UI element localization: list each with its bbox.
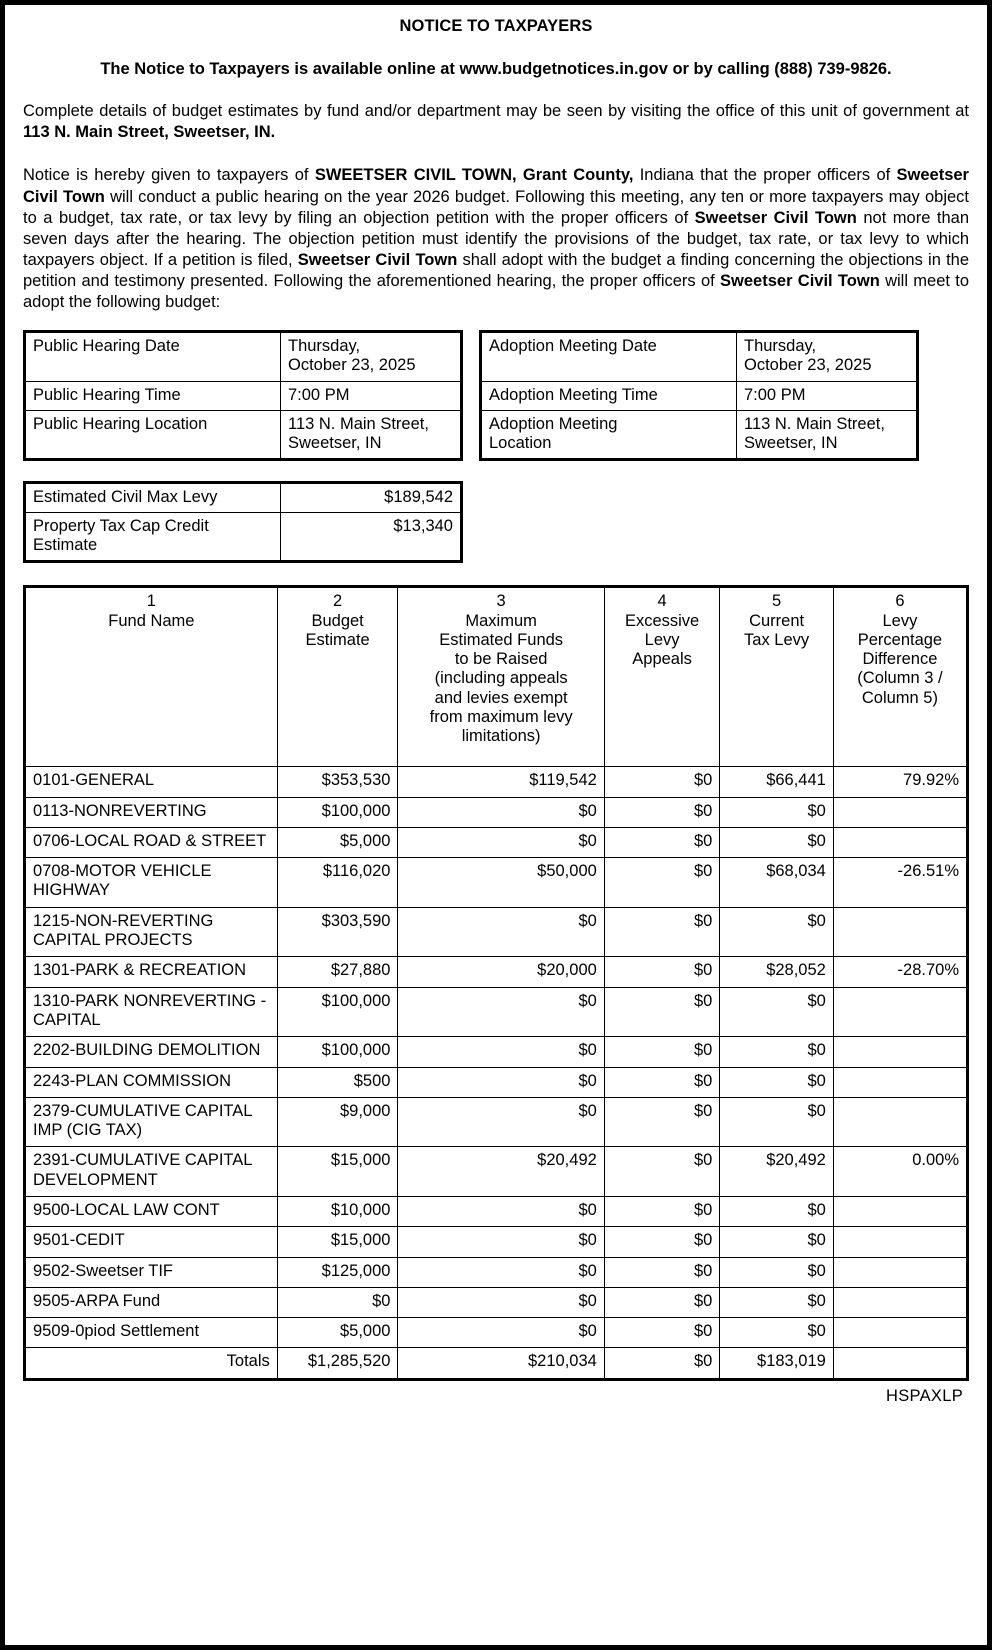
adoption-meeting-table [479, 330, 919, 461]
estimated-civil-max-levy-label [25, 482, 281, 512]
cell-excessive-levy-appeals: $0 [604, 1197, 720, 1227]
cell-fund-name: 1310-PARK NONREVERTING - CAPITAL [25, 987, 278, 1037]
cell-maximum-estimated-funds: $0 [398, 1067, 604, 1097]
table-row [25, 1287, 968, 1317]
table-row [25, 1227, 968, 1257]
column-header-6 [833, 587, 967, 767]
cell-excessive-levy-appeals: $0 [604, 767, 720, 797]
column-header-2 [277, 587, 398, 767]
cell-excessive-levy-appeals: $0 [604, 1318, 720, 1348]
cell-current-tax-levy: $0 [720, 1257, 833, 1287]
cell-budget-estimate: $9,000 [277, 1097, 398, 1147]
table-row [481, 381, 918, 410]
table-row [25, 1037, 968, 1067]
property-tax-cap-credit-value: $13,340 [281, 513, 462, 562]
cell-levy-percentage-difference [833, 1097, 967, 1147]
cell-maximum-estimated-funds: $0 [398, 797, 604, 827]
table-row [25, 957, 968, 987]
column-number: 3 [496, 592, 506, 611]
cell-current-tax-levy: $28,052 [720, 957, 833, 987]
cell-levy-percentage-difference [833, 1287, 967, 1317]
column-label-line: Percentage [857, 630, 943, 649]
column-number: 6 [895, 592, 905, 611]
adoption-location-label [481, 410, 737, 459]
table-row [481, 332, 918, 381]
cell-maximum-estimated-funds: $0 [398, 1287, 604, 1317]
table-row [25, 1318, 968, 1348]
paragraph-text: shall adopt with the budget a finding concerning the objections in the petition and testimony presented. Following the aforementioned hearing, the proper officers of [23, 250, 970, 291]
cell-maximum-estimated-funds: $20,492 [398, 1147, 604, 1197]
table-row [25, 827, 968, 857]
cell-levy-percentage-difference [833, 1348, 967, 1379]
hearing-location-line2: Sweetser, IN [288, 433, 382, 452]
adoption-date-value [737, 332, 918, 381]
cell-fund-name: 0101-GENERAL [25, 767, 278, 797]
cell-maximum-estimated-funds: $119,542 [398, 767, 604, 797]
table-row [25, 482, 462, 512]
table-header-row [25, 587, 968, 767]
cell-excessive-levy-appeals: $0 [604, 1067, 720, 1097]
column-label-line: from maximum levy [429, 708, 573, 727]
table-row [25, 1067, 968, 1097]
cell-excessive-levy-appeals: $0 [604, 797, 720, 827]
adoption-date-line2: October 23, 2025 [744, 356, 872, 375]
hearing-date-value [281, 332, 462, 381]
column-label-line: Excessive [624, 611, 700, 630]
cell-excessive-levy-appeals: $0 [604, 1348, 720, 1379]
cell-levy-percentage-difference [833, 1067, 967, 1097]
column-label-line: (including appeals [434, 669, 568, 688]
table-row [25, 1197, 968, 1227]
paragraph-hearing-notice [23, 165, 969, 313]
column-number: 1 [146, 592, 156, 611]
levy-summary-table [23, 481, 463, 563]
table-row [25, 1097, 968, 1147]
hearing-date-line1: Thursday, [288, 337, 361, 356]
adoption-time-value: 7:00 PM [737, 381, 918, 410]
cell-excessive-levy-appeals: $0 [604, 1257, 720, 1287]
cell-excessive-levy-appeals: $0 [604, 1287, 720, 1317]
footer-publication-code: HSPAXLP [886, 1386, 963, 1405]
column-label-line: Fund Name [108, 611, 195, 630]
cell-fund-name: 2379-CUMULATIVE CAPITAL IMP (CIG TAX) [25, 1097, 278, 1147]
paragraph-text: will meet to adopt the following budget: [23, 272, 970, 312]
cell-levy-percentage-difference: -28.70% [833, 957, 967, 987]
unit-name: Sweetser Civil Town [297, 250, 458, 269]
cell-maximum-estimated-funds: $0 [398, 827, 604, 857]
cell-fund-name: 1301-PARK & RECREATION [25, 957, 278, 987]
table-row [25, 858, 968, 908]
adoption-location-line1: 113 N. Main Street, [744, 414, 885, 433]
cell-budget-estimate: $27,880 [277, 957, 398, 987]
cell-levy-percentage-difference [833, 1257, 967, 1287]
cell-excessive-levy-appeals: $0 [604, 987, 720, 1037]
cell-fund-name: 2202-BUILDING DEMOLITION [25, 1037, 278, 1067]
column-header-4 [604, 587, 720, 767]
column-label-line: Column 5) [861, 688, 938, 707]
column-label-line: Levy [644, 630, 680, 649]
cell-fund-name: 2243-PLAN COMMISSION [25, 1067, 278, 1097]
column-label-line: Estimated Funds [439, 630, 564, 649]
cell-levy-percentage-difference: -26.51% [833, 858, 967, 908]
cell-current-tax-levy: $0 [720, 1287, 833, 1317]
notice-subtitle: The Notice to Taxpayers is available online at www.budgetnotices.in.gov or by calling (888) 739-9826. [100, 60, 892, 78]
cell-excessive-levy-appeals: $0 [604, 1097, 720, 1147]
unit-name: Sweetser Civil Town [720, 272, 880, 291]
cell-fund-name: 0706-LOCAL ROAD & STREET [25, 827, 278, 857]
cell-maximum-estimated-funds: $0 [398, 1197, 604, 1227]
cell-maximum-estimated-funds: $210,034 [398, 1348, 604, 1379]
paragraph-text: Notice is hereby given to taxpayers of [23, 166, 315, 185]
cell-budget-estimate: $125,000 [277, 1257, 398, 1287]
column-label-line: Levy [882, 611, 918, 630]
cell-fund-name: 9505-ARPA Fund [25, 1287, 278, 1317]
cell-fund-name: Totals [25, 1348, 278, 1379]
paragraph-text: Complete details of budget estimates by fund and/or department may be seen by visiting the office of this unit of government at [23, 102, 969, 121]
hearing-time-label: Public Hearing Time [25, 381, 281, 410]
cell-levy-percentage-difference [833, 1227, 967, 1257]
table-row [25, 1257, 968, 1287]
column-header-5 [720, 587, 833, 767]
cell-fund-name: 2391-CUMULATIVE CAPITAL DEVELOPMENT [25, 1147, 278, 1197]
column-number: 5 [772, 592, 782, 611]
column-label-line: to be Raised [454, 650, 548, 669]
adoption-date-line1: Thursday, [744, 337, 817, 356]
table-row [25, 513, 462, 562]
table-row [25, 987, 968, 1037]
cell-current-tax-levy: $66,441 [720, 767, 833, 797]
estimated-civil-max-levy-value: $189,542 [281, 482, 462, 512]
adoption-location-label-line2: Location [489, 433, 552, 452]
cell-current-tax-levy: $0 [720, 1197, 833, 1227]
max-levy-label-line1: Estimated Civil Max [33, 487, 178, 506]
hearing-location-value [281, 410, 462, 459]
table-row [25, 907, 968, 957]
cell-budget-estimate: $100,000 [277, 987, 398, 1037]
totals-row [25, 1348, 968, 1379]
cell-budget-estimate: $116,020 [277, 858, 398, 908]
cell-levy-percentage-difference [833, 987, 967, 1037]
cell-levy-percentage-difference: 0.00% [833, 1147, 967, 1197]
adoption-time-label: Adoption Meeting Time [481, 381, 737, 410]
property-tax-cap-credit-label [25, 513, 281, 562]
cell-excessive-levy-appeals: $0 [604, 1037, 720, 1067]
adoption-location-line2: Sweetser, IN [744, 433, 838, 452]
cell-current-tax-levy: $0 [720, 1227, 833, 1257]
cell-budget-estimate: $303,590 [277, 907, 398, 957]
column-label-line: Budget [311, 611, 364, 630]
hearing-location-label: Public Hearing Location [25, 410, 281, 459]
hearing-time-value: 7:00 PM [281, 381, 462, 410]
cell-maximum-estimated-funds: $0 [398, 987, 604, 1037]
column-label-line: Current [749, 611, 805, 630]
table-row [25, 1147, 968, 1197]
fund-budget-table [23, 585, 969, 1381]
cell-maximum-estimated-funds: $0 [398, 1257, 604, 1287]
adoption-location-label-line1: Adoption Meeting [489, 414, 618, 433]
cell-maximum-estimated-funds: $50,000 [398, 858, 604, 908]
cell-budget-estimate: $10,000 [277, 1197, 398, 1227]
cell-budget-estimate: $5,000 [277, 827, 398, 857]
unit-name-county: SWEETSER CIVIL TOWN, Grant County, [314, 166, 634, 185]
column-label-line: Estimate [305, 630, 370, 649]
paragraph-text: Indiana that the proper officers of [633, 166, 897, 185]
adoption-location-value [737, 410, 918, 459]
cell-current-tax-levy: $183,019 [720, 1348, 833, 1379]
cell-excessive-levy-appeals: $0 [604, 858, 720, 908]
cell-excessive-levy-appeals: $0 [604, 1147, 720, 1197]
column-header-1 [25, 587, 278, 767]
cell-current-tax-levy: $0 [720, 1318, 833, 1348]
cell-fund-name: 9502-Sweetser TIF [25, 1257, 278, 1287]
cell-excessive-levy-appeals: $0 [604, 907, 720, 957]
hearing-date-line2: October 23, 2025 [288, 356, 416, 375]
cell-maximum-estimated-funds: $0 [398, 1318, 604, 1348]
cell-maximum-estimated-funds: $0 [398, 1227, 604, 1257]
page-title: NOTICE TO TAXPAYERS [399, 17, 593, 35]
cell-levy-percentage-difference [833, 1037, 967, 1067]
cell-budget-estimate: $0 [277, 1287, 398, 1317]
column-label-line: Difference [862, 650, 938, 669]
paragraph-office-details [23, 101, 969, 143]
adoption-date-label: Adoption Meeting Date [481, 332, 737, 381]
cell-levy-percentage-difference [833, 907, 967, 957]
hearing-date-label: Public Hearing Date [25, 332, 281, 381]
cell-fund-name: 9500-LOCAL LAW CONT [25, 1197, 278, 1227]
table-row [25, 767, 968, 797]
cell-budget-estimate: $100,000 [277, 797, 398, 827]
column-label-line: Tax Levy [744, 630, 810, 649]
cell-maximum-estimated-funds: $20,000 [398, 957, 604, 987]
column-label-line: and levies exempt [434, 688, 568, 707]
cell-budget-estimate: $353,530 [277, 767, 398, 797]
unit-name: Sweetser Civil Town [23, 166, 969, 206]
cell-current-tax-levy: $0 [720, 987, 833, 1037]
cell-fund-name: 9501-CEDIT [25, 1227, 278, 1257]
cell-current-tax-levy: $0 [720, 797, 833, 827]
cell-current-tax-levy: $20,492 [720, 1147, 833, 1197]
tax-cap-label-line1: Property Tax Cap Credit [33, 517, 209, 535]
public-hearing-table [23, 330, 463, 461]
cell-current-tax-levy: $0 [720, 1067, 833, 1097]
cell-fund-name: 1215-NON-REVERTING CAPITAL PROJECTS [25, 907, 278, 957]
table-row [25, 410, 462, 459]
cell-current-tax-levy: $0 [720, 1097, 833, 1147]
table-row [25, 797, 968, 827]
fund-table-body [25, 767, 968, 1380]
column-label-line: (Column 3 / [857, 669, 943, 688]
table-row [25, 332, 462, 381]
office-address: 113 N. Main Street, Sweetser, IN. [23, 123, 276, 142]
cell-excessive-levy-appeals: $0 [604, 1227, 720, 1257]
table-row [481, 410, 918, 459]
table-row [25, 381, 462, 410]
cell-current-tax-levy: $0 [720, 827, 833, 857]
cell-budget-estimate: $15,000 [277, 1227, 398, 1257]
cell-levy-percentage-difference: 79.92% [833, 767, 967, 797]
paragraph-text: will conduct a public hearing on the year 2026 budget. Following this meeting, any ten or more taxpayers may object to a budget, tax rate, or tax levy by filing an objection petition with the proper officers of [23, 187, 970, 227]
unit-name: Sweetser Civil Town [694, 208, 857, 227]
cell-excessive-levy-appeals: $0 [604, 957, 720, 987]
cell-fund-name: 0113-NONREVERTING [25, 797, 278, 827]
cell-budget-estimate: $15,000 [277, 1147, 398, 1197]
cell-fund-name: 0708-MOTOR VEHICLE HIGHWAY [25, 858, 278, 908]
cell-fund-name: 9509-0piod Settlement [25, 1318, 278, 1348]
column-number: 4 [657, 592, 667, 611]
cell-current-tax-levy: $0 [720, 907, 833, 957]
cell-levy-percentage-difference [833, 1318, 967, 1348]
cell-budget-estimate: $100,000 [277, 1037, 398, 1067]
cell-levy-percentage-difference [833, 797, 967, 827]
cell-maximum-estimated-funds: $0 [398, 907, 604, 957]
cell-budget-estimate: $500 [277, 1067, 398, 1097]
paragraph-text: not more than seven days after the hearing. The objection petition must identify the provisions of the budget, tax rate, or tax levy to which taxpayers object. If a petition is filed, [23, 208, 969, 269]
fund-table-head [25, 587, 968, 767]
cell-current-tax-levy: $68,034 [720, 858, 833, 908]
column-label-line: limitations) [461, 727, 541, 746]
cell-levy-percentage-difference [833, 827, 967, 857]
cell-excessive-levy-appeals: $0 [604, 827, 720, 857]
cell-budget-estimate: $1,285,520 [277, 1348, 398, 1379]
tax-cap-label-line2: Estimate [33, 536, 98, 555]
cell-levy-percentage-difference [833, 1197, 967, 1227]
max-levy-label-line2: Levy [182, 487, 218, 506]
cell-maximum-estimated-funds: $0 [398, 1037, 604, 1067]
column-label-line: Appeals [632, 650, 692, 669]
column-number: 2 [333, 592, 343, 611]
cell-maximum-estimated-funds: $0 [398, 1097, 604, 1147]
column-label-line: Maximum [465, 611, 537, 630]
meeting-info-row [23, 330, 969, 461]
column-header-3 [398, 587, 604, 767]
cell-current-tax-levy: $0 [720, 1037, 833, 1067]
cell-budget-estimate: $5,000 [277, 1318, 398, 1348]
hearing-location-line1: 113 N. Main Street, [288, 414, 429, 433]
